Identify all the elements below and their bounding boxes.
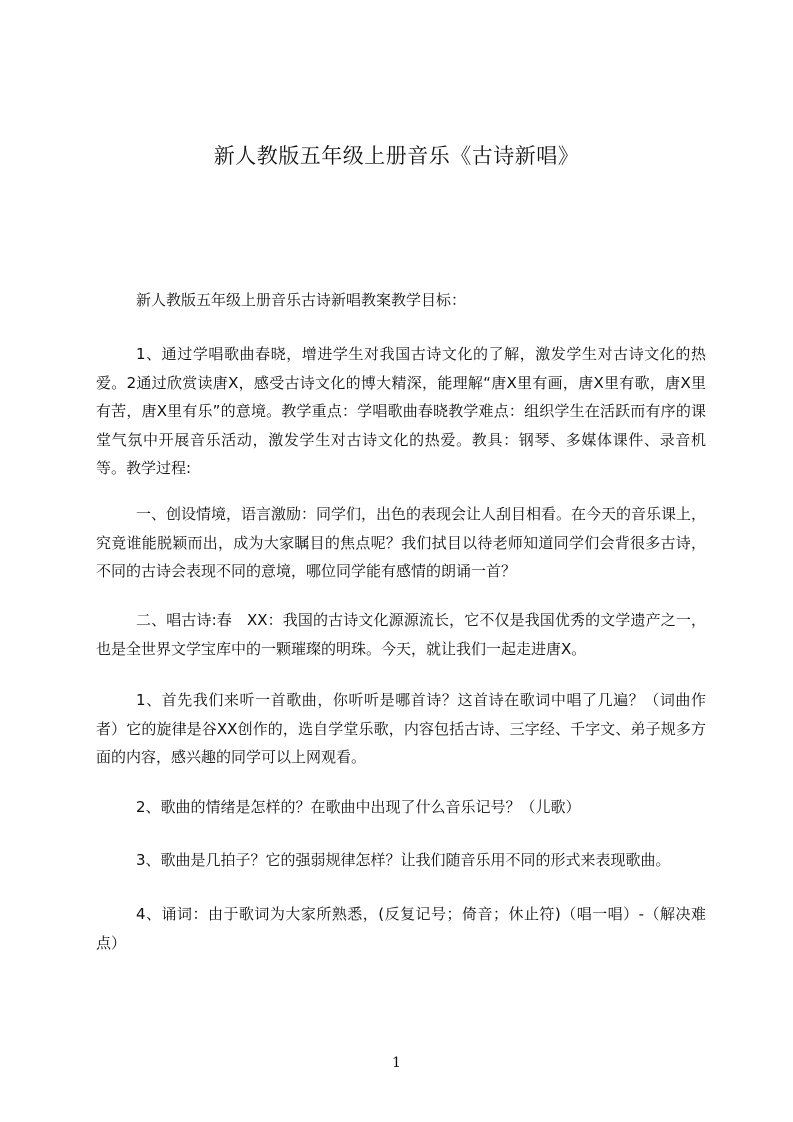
paragraph-step-two: 二、唱古诗:春 XX：我国的古诗文化源源流长，它不仅是我国优秀的文学遗产之一，也是全世界文学宝库中的一颗璀璨的明珠。今天，就让我们一起走进唐X。 <box>96 611 706 658</box>
document-title: 新人教版五年级上册音乐《古诗新唱》 <box>213 144 580 168</box>
paragraph-item-1: 1、首先我们来听一首歌曲，你听听是哪首诗？这首诗在歌词中唱了几遍？（词曲作者）它的旋律是谷XX创作的，选自学堂乐歌，内容包括古诗、三字经、千字文、弟子规多方面的内容，感兴趣的同学可以上网观看。 <box>96 691 706 766</box>
paragraph-item-4: 4、诵词：由于歌词为大家所熟悉，(反复记号；倚音；休止符)（唱一唱）-（解决难点） <box>96 905 706 952</box>
paragraph-objectives: 1、通过学唱歌曲春晓，增进学生对我国古诗文化的了解，激发学生对古诗文化的热爱。2通过欣赏读唐X，感受古诗文化的博大精深，能理解“唐X里有画，唐X里有歌，唐X里有苦，唐X里有乐”的意境。教学重点：学唱歌曲春晓教学难点：组织学生在活跃而有序的课堂气氛中开展音乐活动，激发学生对古诗文化的热爱。教具：钢琴、多媒体课件、录音机等。教学过程: <box>96 345 706 477</box>
paragraph-step-one: 一、创设情境，语言激励：同学们，出色的表现会让人刮目相看。在今天的音乐课上，究竟谁能脱颖而出，成为大家瞩目的焦点呢？我们拭目以待老师知道同学们会背很多古诗，不同的古诗会表现不同的意境，哪位同学能有感情的朗诵一首？ <box>96 505 707 580</box>
paragraph-item-3: 3、歌曲是几拍子？它的强弱规律怎样？让我们随音乐用不同的形式来表现歌曲。 <box>136 851 671 869</box>
page-number: 1 <box>392 1055 401 1071</box>
paragraph-item-2: 2、歌曲的情绪是怎样的？在歌曲中出现了什么音乐记号？（儿歌） <box>136 798 581 816</box>
paragraph-intro: 新人教版五年级上册音乐古诗新唱教案教学目标： <box>136 291 467 309</box>
